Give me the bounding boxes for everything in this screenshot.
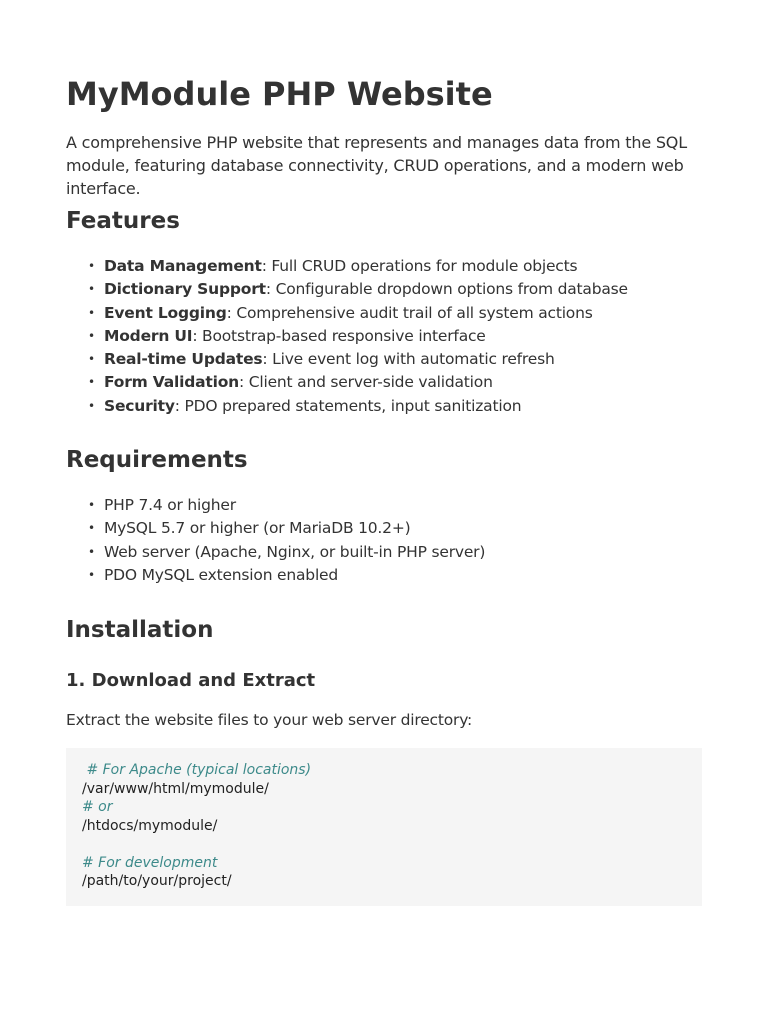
requirements-heading: Requirements (66, 447, 248, 473)
feature-term: Event Logging (104, 303, 227, 322)
list-item (86, 517, 485, 540)
features-list (86, 255, 628, 418)
list-item (86, 494, 485, 517)
code-block (66, 748, 702, 906)
feature-desc: : Configurable dropdown options from database (265, 280, 628, 299)
step1-heading: 1. Download and Extract (66, 670, 316, 691)
features-heading: Features (66, 208, 180, 234)
bullet-icon: • (88, 544, 95, 559)
feature-desc: : Live event log with automatic refresh (262, 350, 555, 369)
list-item (86, 541, 485, 564)
list-item (86, 348, 628, 371)
feature-desc: : Bootstrap-based responsive interface (192, 326, 486, 345)
code-comment: # For Apache (typical locations) (82, 762, 312, 778)
list-item (86, 371, 628, 394)
bullet-icon: • (88, 305, 95, 320)
bullet-icon: • (88, 521, 95, 536)
feature-desc: : Full CRUD operations for module objects (261, 257, 578, 275)
bullet-icon: • (88, 282, 95, 297)
page-title: MyModule PHP Website (66, 75, 493, 113)
list-item (86, 564, 485, 587)
feature-term: Form Validation (104, 373, 239, 392)
bullet-icon: • (88, 567, 95, 582)
list-item (86, 302, 628, 325)
bullet-icon: • (88, 352, 95, 367)
requirements-list (86, 494, 485, 587)
feature-term: Security (104, 396, 175, 415)
feature-term: Data Management (104, 257, 262, 275)
feature-term: Real-time Updates (104, 350, 263, 369)
feature-desc: : Client and server-side validation (239, 373, 493, 392)
code-line: /path/to/your/project/ (82, 873, 232, 889)
code-blank-line (82, 835, 686, 854)
intro-paragraph: A comprehensive PHP website that represents and manages data from the SQL module, featuring database connectivity, CRUD operations, and a modern web interface. (66, 133, 687, 198)
requirement-text: PDO MySQL extension enabled (104, 565, 339, 584)
installation-heading: Installation (66, 617, 214, 643)
requirement-text: MySQL 5.7 or higher (or MariaDB 10.2+) (104, 519, 411, 538)
feature-term: Dictionary Support (104, 280, 266, 299)
list-item (86, 395, 628, 418)
bullet-icon: • (88, 259, 95, 273)
list-item (86, 325, 628, 348)
feature-desc: : Comprehensive audit trail of all system actions (226, 303, 593, 322)
feature-term: Modern UI (104, 326, 193, 345)
list-item (86, 278, 628, 301)
step1-paragraph: Extract the website files to your web server directory: (66, 711, 473, 729)
code-comment: # or (82, 799, 113, 815)
code-comment: # For development (82, 854, 218, 871)
code-line: /var/www/html/mymodule/ (82, 780, 269, 797)
requirement-text: PHP 7.4 or higher (104, 496, 236, 514)
bullet-icon: • (88, 398, 95, 413)
feature-desc: : PDO prepared statements, input sanitization (174, 396, 522, 415)
code-line: /htdocs/mymodule/ (82, 817, 218, 834)
bullet-icon: • (88, 375, 95, 390)
list-item (86, 255, 628, 278)
bullet-icon: • (88, 498, 95, 512)
requirement-text: Web server (Apache, Nginx, or built-in PHP server) (104, 542, 486, 561)
bullet-icon: • (88, 328, 95, 343)
